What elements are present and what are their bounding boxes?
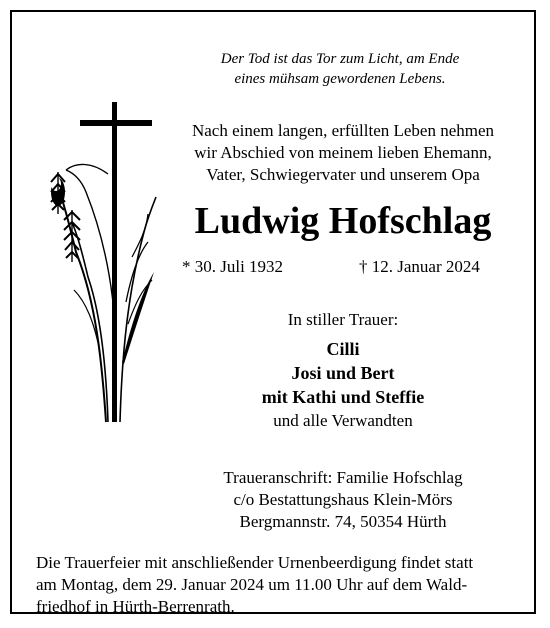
mourning-heading: In stiller Trauer: — [287, 310, 399, 329]
deceased-name: Ludwig Hofschlag — [194, 200, 492, 242]
birth-date: * 30. Juli 1932 — [182, 257, 284, 276]
farewell-text: Nach einem langen, erfüllten Leben nehmen wir Abschied von meinem lieben Ehemann, Vater, Schwiegervater und unserem Opa — [191, 121, 495, 184]
mourners-list — [162, 337, 524, 409]
obituary-card — [10, 10, 536, 614]
funeral-notice: Die Trauerfeier mit anschließender Urnenbeerdigung findet statt am Montag, dem 29. Januar 2024 um 11.00 Uhr auf dem Wald- friedhof in Hürth-Berrenrath. — [36, 553, 474, 616]
memorial-quote: Der Tod ist das Tor zum Licht, am Ende eines mühsam gewordenen Lebens. — [220, 51, 460, 87]
death-date: † 12. Januar 2024 — [359, 257, 480, 276]
mourner-line: Josi und Bert — [291, 363, 395, 383]
cross-with-wheat-icon — [36, 102, 166, 432]
mourning-address: Traueranschrift: Familie Hofschlag c/o Bestattungshaus Klein-Mörs Bergmannstr. 74, 50354 Hürth — [223, 468, 463, 531]
relatives-line: und alle Verwandten — [273, 411, 413, 430]
mourner-line: mit Kathi und Steffie — [261, 387, 425, 407]
mourner-line: Cilli — [326, 339, 360, 359]
